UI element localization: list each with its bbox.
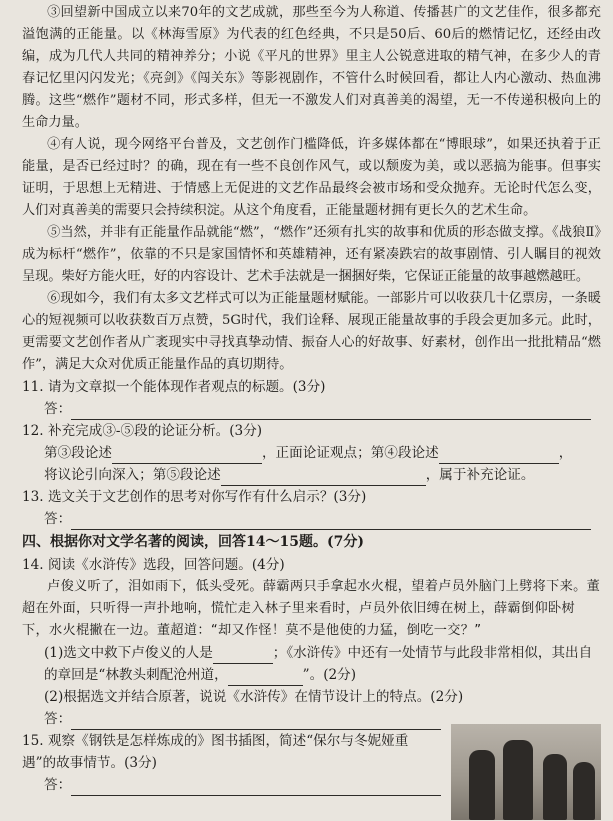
q12-part-e: ，属于补充论证。 bbox=[425, 467, 535, 483]
blank-14-1[interactable] bbox=[213, 647, 273, 664]
paragraph-5: ⑤当然，并非有正能量作品就能“燃”，“燃作”还须有扎实的故事和优质的形态做支撑。《战狼Ⅱ》成为标杆“燃作”，依靠的不只是家国情怀和英雄精神，还有紧凑跌宕的故事剧情、引人瞩目的视效呈现。柴好方能火旺，好的内容设计、艺术手法就是一捆捆好柴，它保证正能量的故事越燃越旺。 bbox=[22, 225, 601, 284]
paragraph-3: ③回望新中国成立以来70年的文艺成就，那些至今为人称道、传播甚广的文艺佳作，很多都充溢饱满的正能量。以《林海雪原》为代表的红色经典，不只是50后、60后的燃情记忆，还经由改编，成为几代人共同的精神养分；小说《平凡的世界》里主人公锐意进取的精气神，在多少人的青春记忆里闪闪发光；《亮剑》《闯关东》等影视剧作，不管什么时候回看，都让人内心激动、热血沸腾。这些“燃作”题材不同，形式多样，但无一不激发人们对真善美的渴望，无一不传递积极向上的生命力量。 bbox=[22, 5, 601, 130]
q12-part-c: ， bbox=[558, 445, 573, 461]
answer-label: 答： bbox=[44, 777, 72, 793]
question-15: 15. 观察《钢铁是怎样炼成的》图书插图，简述“保尔与冬妮娅重遇”的故事情节。(3分) bbox=[22, 733, 409, 771]
q12-part-b: ，正面论证观点；第④段论述 bbox=[261, 445, 439, 461]
question-14: 14. 阅读《水浒传》选段，回答问题。(4分) bbox=[22, 557, 285, 573]
paragraph-4: ④有人说，现今网络平台普及，文艺创作门槛降低，许多媒体都在“博眼球”，如果还执着于正能量，是否已经过时？的确，现在有一些不良创作风气，或以颓废为美，或以恶搞为能事。但事实证明，于思想上无精进、于情感上无促进的文艺作品最终会被市场和受众抛弃。无论时代怎么变，人们对真善美的需要只会持续积淀。从这个角度看，正能量题材拥有更长久的艺术生命。 bbox=[22, 137, 601, 218]
question-13: 13. 选文关于文艺创作的思考对你写作有什么启示？(3分) bbox=[22, 489, 367, 505]
section-4-heading: 四、根据你对文学名著的阅读，回答14～15题。(7分) bbox=[22, 534, 364, 550]
illustration-figure-3 bbox=[543, 754, 567, 820]
q14-1-part-c: ”。(2分) bbox=[302, 667, 357, 683]
question-14-1 bbox=[22, 642, 601, 686]
illustration-figure-2 bbox=[503, 740, 533, 820]
blank-12-3[interactable] bbox=[221, 469, 426, 486]
question-14-2: (2)根据选文并结合原著，说说《水浒传》在情节设计上的特点。(2分) bbox=[44, 689, 464, 705]
blank-12-2[interactable] bbox=[439, 447, 559, 464]
paragraph-6: ⑥现如今，我们有太多文艺样式可以为正能量题材赋能。一部影片可以收获几十亿票房，一条暖心的短视频可以收获数百万点赞，5G时代，我们诠释、展现正能量故事的手段会更加多元。此时，更需要文艺创作者从广袤现实中寻找真挚动情、振奋人心的好故事、好素材，创作出一批批精品“燃作”，满足大众对优质正能量作品的真切期待。 bbox=[22, 291, 601, 372]
question-12-line-2 bbox=[22, 464, 601, 486]
answer-line-13[interactable] bbox=[71, 513, 591, 530]
question-12-line-1 bbox=[22, 442, 601, 464]
question-14-excerpt: 卢俊义听了，泪如雨下，低头受死。薛霸两只手拿起水火棍，望着卢员外脑门上劈将下来。董超在外面，只听得一声扑地响，慌忙走入林子里来看时，卢员外依旧缚在树上，薛霸倒仰卧树下，水火棍撇在一边。董超道：“却又作怪！莫不是他使的力猛，倒吃一交？” bbox=[22, 579, 601, 638]
question-11: 11. 请为文章拟一个能体现作者观点的标题。(3分) bbox=[22, 379, 326, 395]
answer-label: 答： bbox=[44, 401, 72, 417]
book-illustration-image bbox=[451, 724, 601, 820]
answer-row-11 bbox=[22, 398, 601, 420]
answer-row-13 bbox=[22, 508, 601, 530]
illustration-figure-1 bbox=[469, 750, 495, 820]
answer-line-14-2[interactable] bbox=[71, 713, 441, 730]
blank-12-1[interactable] bbox=[112, 447, 262, 464]
blank-14-2[interactable] bbox=[228, 669, 303, 686]
illustration-figure-4 bbox=[573, 762, 595, 820]
answer-label: 答： bbox=[44, 711, 72, 727]
answer-label: 答： bbox=[44, 511, 72, 527]
q14-1-part-a: (1)选文中救下卢俊义的人是 bbox=[44, 645, 213, 661]
answer-line-15[interactable] bbox=[71, 779, 441, 796]
question-12: 12. 补充完成③-⑤段的论证分析。(3分) bbox=[22, 423, 263, 439]
q14-1-part-b: ；《水浒传》中还有一处情节与此段非常相似，其出自的章回是“林教头刺配沧州道， bbox=[44, 645, 593, 683]
answer-line-11[interactable] bbox=[71, 403, 591, 420]
q12-part-a: 第③段论述 bbox=[44, 445, 112, 461]
q12-part-d: 将议论引向深入；第⑤段论述 bbox=[44, 467, 221, 483]
